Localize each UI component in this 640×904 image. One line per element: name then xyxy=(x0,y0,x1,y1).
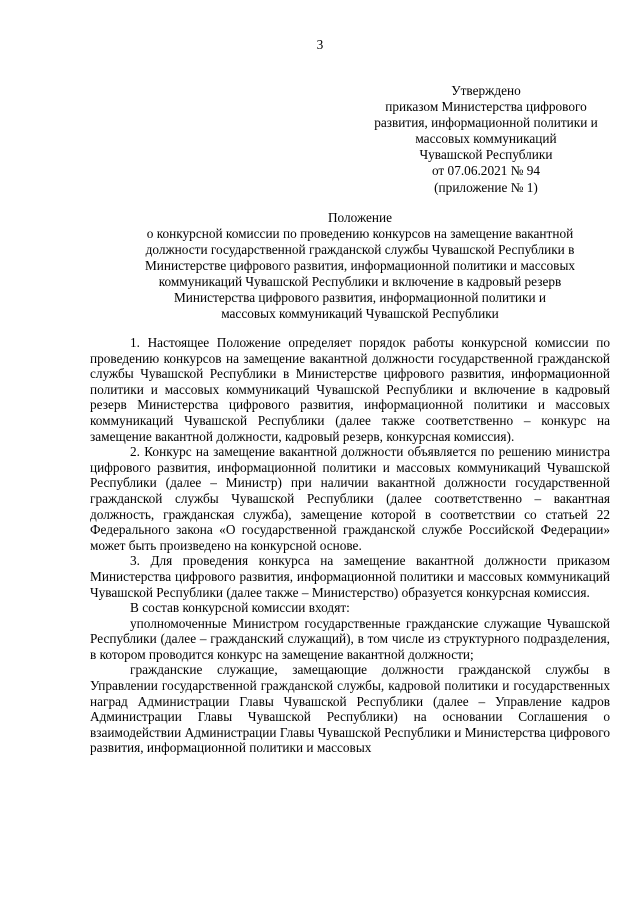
paragraph-1: 1. Настоящее Положение определяет порядок работы конкурсной комиссии по проведению конкурсов на замещение вакантной должности государственной гражданской службы Чувашской Республики в Министерстве цифрового развития, информационной политики и массовых коммуникаций Чувашской Республики и включение в кадровый резерв Министерства цифрового развития, информационной политики и массовых коммуникаций Чувашской Республики (далее также соответственно – конкурс на замещение вакантной должности, кадровый резерв, конкурсная комиссия). xyxy=(90,335,610,444)
title-line: коммуникаций Чувашской Республики и включение в кадровый резерв xyxy=(158,274,562,289)
paragraph-2: 2. Конкурс на замещение вакантной должности объявляется по решению министра цифрового развития, информационной политики и массовых коммуникаций Чувашской Республики (далее – Министр) при наличии вакантной должности государственной гражданской службы Чувашской Республики (далее соответственно – вакантная должность, гражданская служба), замещение которой в соответствии со статьей 22 Федерального закона «О государственной гражданской службе Российской Федерации» может быть произведено на конкурсной основе. xyxy=(90,444,610,553)
title-line: должности государственной гражданской службы Чувашской Республики в xyxy=(145,242,575,257)
page-number: 3 xyxy=(316,37,324,52)
paragraph-commission-composition: В состав конкурсной комиссии входят: xyxy=(130,600,350,616)
title-line: о конкурсной комиссии по проведению конкурсов на замещение вакантной xyxy=(146,226,574,241)
title-line: Министерства цифрового развития, информационной политики и xyxy=(173,290,547,305)
approval-line: массовых коммуникаций xyxy=(415,131,557,147)
title-line: Министерстве цифрового развития, информационной политики и массовых xyxy=(144,258,576,273)
document-body xyxy=(90,335,610,756)
document-title xyxy=(80,210,640,322)
paragraph-authorized-servants: уполномоченные Министром государственные гражданские служащие Чувашской Республики (далее – гражданский служащий), в том числе из структурного подразделения, в котором проводится конкурс на замещение вакантной должности; xyxy=(90,615,610,662)
approval-line: Утверждено xyxy=(451,83,521,98)
approval-line: от 07.06.2021 № 94 xyxy=(431,163,541,179)
approval-line: приказом Министерства цифрового xyxy=(385,99,587,115)
approval-line: развития, информационной политики и xyxy=(374,115,598,131)
paragraph-3: 3. Для проведения конкурса на замещение вакантной должности приказом Министерства цифрового развития, информационной политики и массовых коммуникаций Чувашской Республики (далее также – Министерство) образуется конкурсная комиссия. xyxy=(90,553,610,600)
paragraph-civil-servants: гражданские служащие, замещающие должности гражданской службы в Управлении государственной гражданской службы, кадровой политики и государственных наград Администрации Главы Чувашской Республики (далее – Управление кадров Администрации Главы Чувашской Республики) на основании Соглашения о взаимодействии Администрации Главы Чувашской Республики и Министерства цифрового развития, информационной политики и массовых xyxy=(90,662,610,756)
approval-line: Чувашской Республики xyxy=(419,147,553,163)
approval-stamp xyxy=(355,83,617,196)
approval-line: (приложение № 1) xyxy=(434,179,538,195)
title-heading: Положение xyxy=(327,210,393,225)
title-line: массовых коммуникаций Чувашской Республики xyxy=(221,306,499,321)
